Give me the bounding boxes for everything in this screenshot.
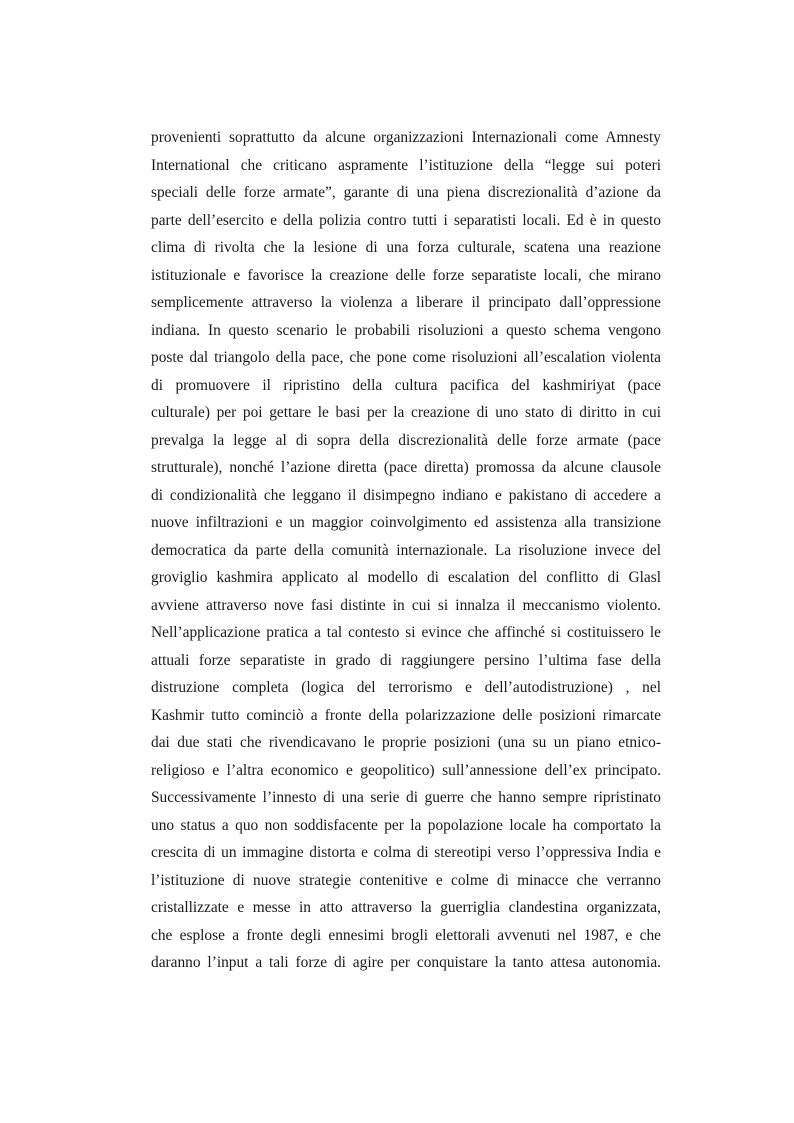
text-line-25: Successivamente l’innesto di una serie di guerre che hanno sempre ripristinato [151,789,661,806]
text-line-13: strutturale), nonché l’azione diretta (pace diretta) promossa da alcune clausole [151,459,661,476]
text-line-19: Nell’applicazione pratica a tal contesto si evince che affinché si costituissero le [151,624,661,641]
text-line-20: attuali forze separatiste in grado di raggiungere persino l’ultima fase della [151,651,661,669]
text-line-21: distruzione completa (logica del terrorismo e dell’autodistruzione) , nel [151,679,661,696]
text-line-3: speciali delle forze armate”, garante di una piena discrezionalità d’azione da [151,184,661,201]
text-line-15: nuove infiltrazioni e un maggior coinvolgimento ed assistenza alla transizione [151,514,661,531]
text-line-4: parte dell’esercito e della polizia contro tutti i separatisti locali. Ed è in questo [151,211,661,229]
text-line-30: che esplose a fronte degli ennesimi brogli elettorali avvenuti nel 1987, e che [151,926,661,944]
text-line-9: poste dal triangolo della pace, che pone come risoluzioni all’escalation violenta [151,349,661,366]
text-line-6: istituzionale e favorisce la creazione delle forze separatiste locali, che mirano [151,266,661,284]
text-line-10: di promuovere il ripristino della cultura pacifica del kashmiriyat (pace [151,376,661,394]
text-line-31: daranno l’input a tali forze di agire per conquistare la tanto attesa autonomia. [151,954,661,971]
text-line-8: indiana. In questo scenario le probabili risoluzioni a questo schema vengono [151,321,661,339]
text-line-18: avviene attraverso nove fasi distinte in cui si innalza il meccanismo violento. [151,596,661,614]
text-line-26: uno status a quo non soddisfacente per la popolazione locale ha comportato la [151,816,661,834]
text-line-27: crescita di un immagine distorta e colma di stereotipi verso l’oppressiva India e [151,844,661,861]
text-line-1: provenienti soprattutto da alcune organizzazioni Internazionali come Amnesty [151,129,661,146]
text-line-22: Kashmir tutto cominciò a fronte della polarizzazione delle posizioni rimarcate [151,706,661,724]
body-paragraph [151,124,661,977]
text-line-11: culturale) per poi gettare le basi per la creazione di uno stato di diritto in cui [151,404,661,421]
text-line-17: groviglio kashmira applicato al modello di escalation del conflitto di Glasl [151,569,661,586]
text-line-14: di condizionalità che leggano il disimpegno indiano e pakistano di accedere a [151,486,661,504]
text-line-5: clima di rivolta che la lesione di una forza culturale, scatena una reazione [151,239,661,256]
text-line-12: prevalga la legge al di sopra della discrezionalità delle forze armate (pace [151,431,661,449]
text-line-28: l’istituzione di nuove strategie contenitive e colme di minacce che verranno [151,871,661,889]
text-line-24: religioso e l’altra economico e geopolitico) sull’annessione dell’ex principato. [151,761,661,779]
text-line-2: International che criticano aspramente l’istituzione della “legge sui poteri [151,156,661,174]
text-line-16: democratica da parte della comunità internazionale. La risoluzione invece del [151,541,661,559]
text-line-29: cristallizzate e messe in atto attraverso la guerriglia clandestina organizzata, [151,899,661,916]
text-line-7: semplicemente attraverso la violenza a liberare il principato dall’oppressione [151,294,661,311]
text-line-23: dai due stati che rivendicavano le proprie posizioni (una su un piano etnico- [151,734,661,751]
